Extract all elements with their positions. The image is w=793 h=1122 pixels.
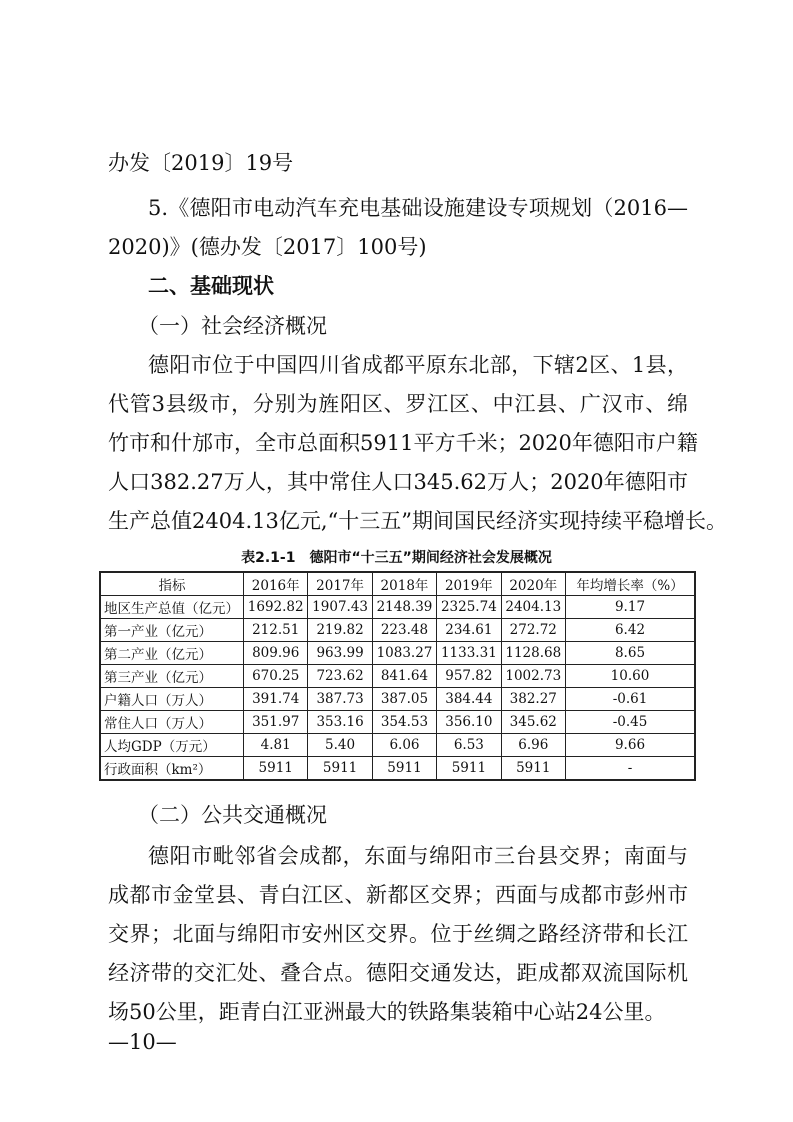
table-caption: 表2.1-1 德阳市“十三五”期间经济社会发展概况 [241,550,552,566]
value-cell: 212.51 [244,619,308,642]
value-cell: 6.06 [372,734,436,757]
value-cell: 272.72 [501,619,565,642]
subsection-heading: （一）社会经济概况 [138,314,327,338]
economic-table [99,571,696,781]
value-cell: 1128.68 [501,642,565,665]
value-cell: 2404.13 [501,596,565,619]
value-cell: 6.42 [566,619,696,642]
value-cell: -0.61 [566,688,696,711]
value-cell: 1907.43 [308,596,372,619]
value-cell: 8.65 [566,642,696,665]
value-cell: 384.44 [437,688,501,711]
value-cell: 5911 [372,757,436,781]
value-cell: 1692.82 [244,596,308,619]
row-label-cell: 第一产业（亿元） [100,619,244,642]
row-label-cell: 地区生产总值（亿元） [100,596,244,619]
value-cell: 5911 [308,757,372,781]
text-line: 办发〔2019〕19号 [108,151,294,175]
row-label-cell: 户籍人口（万人） [100,688,244,711]
paragraph-line: 竹市和什邡市，全市总面积5911平方千米；2020年德阳市户籍 [108,431,698,455]
value-cell: 391.74 [244,688,308,711]
value-cell: 9.17 [566,596,696,619]
header-cell: 2019年 [437,572,501,596]
paragraph-line: 生产总值2404.13亿元,“十三五”期间国民经济实现持续平稳增长。 [108,509,727,533]
paragraph-line: 德阳市毗邻省会成都，东面与绵阳市三台县交界；南面与 [148,844,688,868]
value-cell: 1002.73 [501,665,565,688]
row-label-cell: 行政面积（km²） [100,757,244,781]
value-cell: 2325.74 [437,596,501,619]
paragraph-line: 交界；北面与绵阳市安州区交界。位于丝绸之路经济带和长江 [108,922,688,946]
table-row [100,665,695,688]
header-cell: 2020年 [501,572,565,596]
header-cell: 年均增长率（%） [566,572,696,596]
value-cell: 2148.39 [372,596,436,619]
row-label-cell: 第三产业（亿元） [100,665,244,688]
text-line: 5.《德阳市电动汽车充电基础设施建设专项规划（2016— [148,196,688,220]
value-cell: 1133.31 [437,642,501,665]
page-number: —10— [108,1030,177,1054]
header-cell: 2018年 [372,572,436,596]
table-row [100,688,695,711]
text-line: 2020)》(德办发〔2017〕100号) [108,235,427,259]
value-cell: 809.96 [244,642,308,665]
value-cell: 387.05 [372,688,436,711]
table-row [100,642,695,665]
value-cell: 5911 [244,757,308,781]
table-row [100,711,695,734]
value-cell: 345.62 [501,711,565,734]
paragraph-line: 代管3县级市，分别为旌阳区、罗江区、中江县、广汉市、绵 [108,392,688,416]
paragraph-line: 德阳市位于中国四川省成都平原东北部，下辖2区、1县， [148,353,688,377]
header-cell: 指标 [100,572,244,596]
value-cell: 6.53 [437,734,501,757]
value-cell: 841.64 [372,665,436,688]
value-cell: 387.73 [308,688,372,711]
value-cell: 353.16 [308,711,372,734]
value-cell: - [566,757,696,781]
value-cell: 234.61 [437,619,501,642]
row-label-cell: 第二产业（亿元） [100,642,244,665]
value-cell: 223.48 [372,619,436,642]
header-cell: 2016年 [244,572,308,596]
subsection-heading: （二）公共交通概况 [138,803,327,827]
table-header-row [100,572,695,596]
table-row [100,734,695,757]
value-cell: 351.97 [244,711,308,734]
row-label-cell: 人均GDP（万元） [100,734,244,757]
value-cell: 5911 [437,757,501,781]
paragraph-line: 人口382.27万人，其中常住人口345.62万人；2020年德阳市 [108,470,688,494]
value-cell: 4.81 [244,734,308,757]
value-cell: 6.96 [501,734,565,757]
value-cell: 9.66 [566,734,696,757]
table-row [100,757,695,781]
table-row [100,596,695,619]
value-cell: 5911 [501,757,565,781]
value-cell: 963.99 [308,642,372,665]
value-cell: 1083.27 [372,642,436,665]
paragraph-line: 经济带的交汇处、叠合点。德阳交通发达，距成都双流国际机 [108,961,688,985]
value-cell: -0.45 [566,711,696,734]
paragraph-line: 成都市金堂县、青白江区、新都区交界；西面与成都市彭州市 [108,883,688,907]
value-cell: 354.53 [372,711,436,734]
value-cell: 382.27 [501,688,565,711]
section-heading: 二、基础现状 [148,274,274,298]
value-cell: 670.25 [244,665,308,688]
paragraph-line: 场50公里，距青白江亚洲最大的铁路集装箱中心站24公里。 [108,1000,666,1024]
value-cell: 356.10 [437,711,501,734]
header-cell: 2017年 [308,572,372,596]
value-cell: 5.40 [308,734,372,757]
table-row [100,619,695,642]
row-label-cell: 常住人口（万人） [100,711,244,734]
value-cell: 219.82 [308,619,372,642]
value-cell: 957.82 [437,665,501,688]
value-cell: 10.60 [566,665,696,688]
value-cell: 723.62 [308,665,372,688]
